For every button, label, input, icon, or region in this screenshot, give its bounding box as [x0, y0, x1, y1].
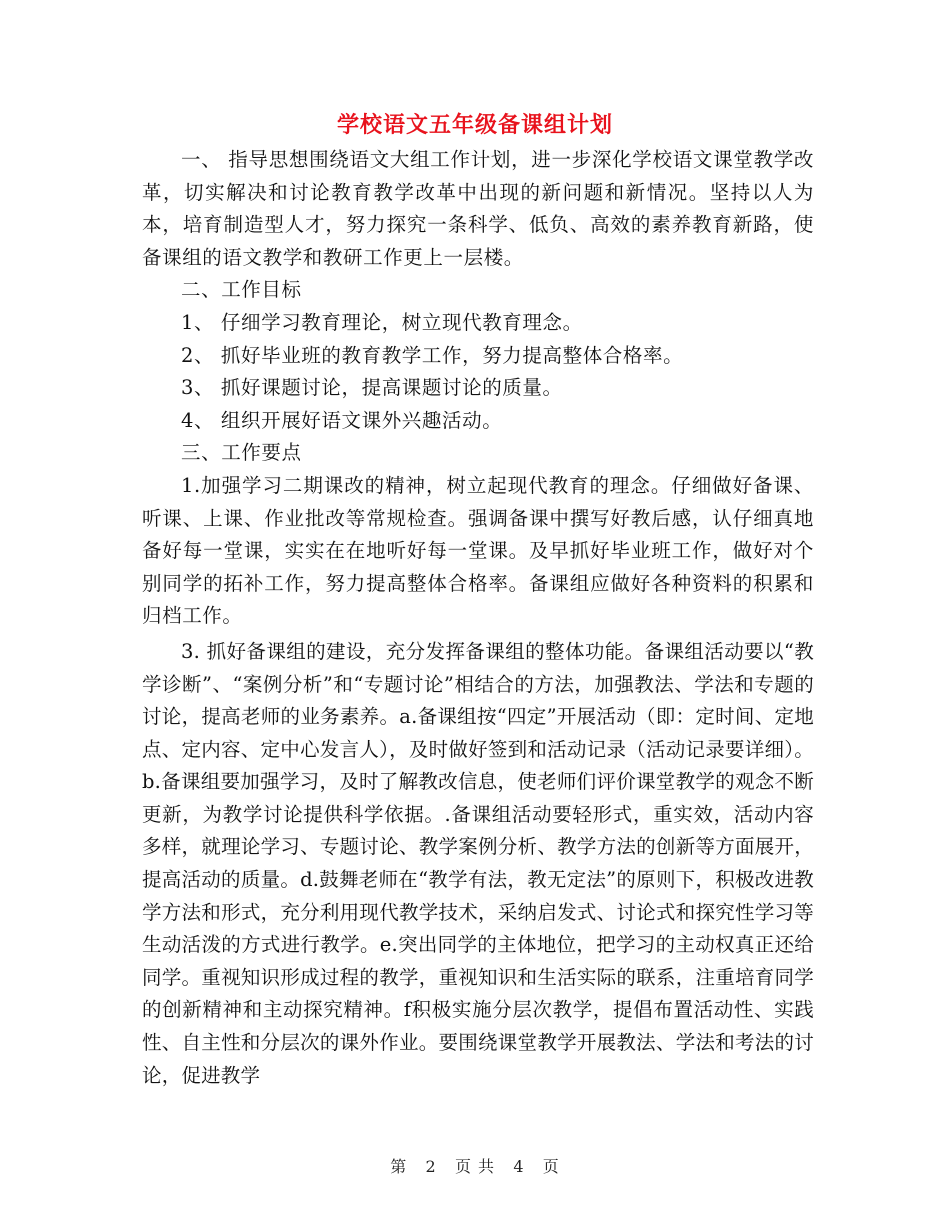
document-body [142, 144, 814, 1092]
footer-suffix: 页 [542, 1157, 560, 1176]
footer-page-number: 2 [425, 1157, 437, 1176]
footer-prefix: 第 [390, 1157, 408, 1176]
goal-item-3: 3、 抓好课题讨论，提高课题讨论的质量。 [181, 376, 563, 400]
goal-item-4: 4、 组织开展好语文课外兴趣活动。 [181, 408, 503, 432]
goal-item-2: 2、 抓好毕业班的教育教学工作，努力提高整体合格率。 [181, 343, 684, 367]
heading-work-goals: 二、工作目标 [181, 278, 302, 302]
document-title: 学校语文五年级备课组计划 [336, 112, 613, 138]
goal-item-1: 1、 仔细学习教育理论，树立现代教育理念。 [181, 310, 583, 334]
work-point-1: 1.加强学习二期课改的精神，树立起现代教育的理念。仔细做好备课、听课、上课、作业批改等常规检查。强调备课中撰写好教后感，认仔细真地备好每一堂课，实实在在地听好每一堂课。及早抓好毕业班工作，做好对个别同学的拓补工作，努力提高整体合格率。备课组应做好各种资料的积累和归档工作。 [142, 473, 814, 628]
page-footer [0, 1154, 950, 1177]
paragraph-guiding-thought: 一、 指导思想围绕语文大组工作计划，进一步深化学校语文课堂教学改革，切实解决和讨论教育教学改革中出现的新问题和新情况。坚持以人为本，培育制造型人才，努力探究一条科学、低负、高效的素养教育新路，使备课组的语文教学和教研工作更上一层楼。 [142, 148, 814, 269]
heading-work-points: 三、工作要点 [181, 441, 302, 465]
work-point-3: 3. 抓好备课组的建设，充分发挥备课组的整体功能。备课组活动要以“教学诊断”、“案例分析”和“专题讨论”相结合的方法，加强教法、学法和专题的讨论，提高老师的业务素养。a.备课组按“四定”开展活动（即：定时间、定地点、定内容、定中心发言人），及时做好签到和活动记录（活动记录要详细）。b.备课组要加强学习，及时了解教改信息，使老师们评价课堂教学的观念不断更新，为教学讨论提供科学依据。.备课组活动要轻形式，重实效，活动内容多样，就理论学习、专题讨论、教学案例分析、教学方法的创新等方面展开，提高活动的质量。d.鼓舞老师在“教学有法，教无定法”的原则下，积极改进教学方法和形式，充分利用现代教学技术，采纳启发式、讨论式和探究性学习等生动活泼的方式进行教学。e.突出同学的主体地位，把学习的主动权真正还给同学。重视知识形成过程的教学，重视知识和生活实际的联系，注重培育同学的创新精神和主动探究精神。f积极实施分层次教学，提倡布置活动性、实践性、自主性和分层次的课外作业。要围绕课堂教学开展教法、学法和考法的讨论，促进教学 [142, 639, 814, 1087]
footer-total-pages: 4 [513, 1157, 525, 1176]
footer-middle: 页 共 [454, 1157, 496, 1176]
